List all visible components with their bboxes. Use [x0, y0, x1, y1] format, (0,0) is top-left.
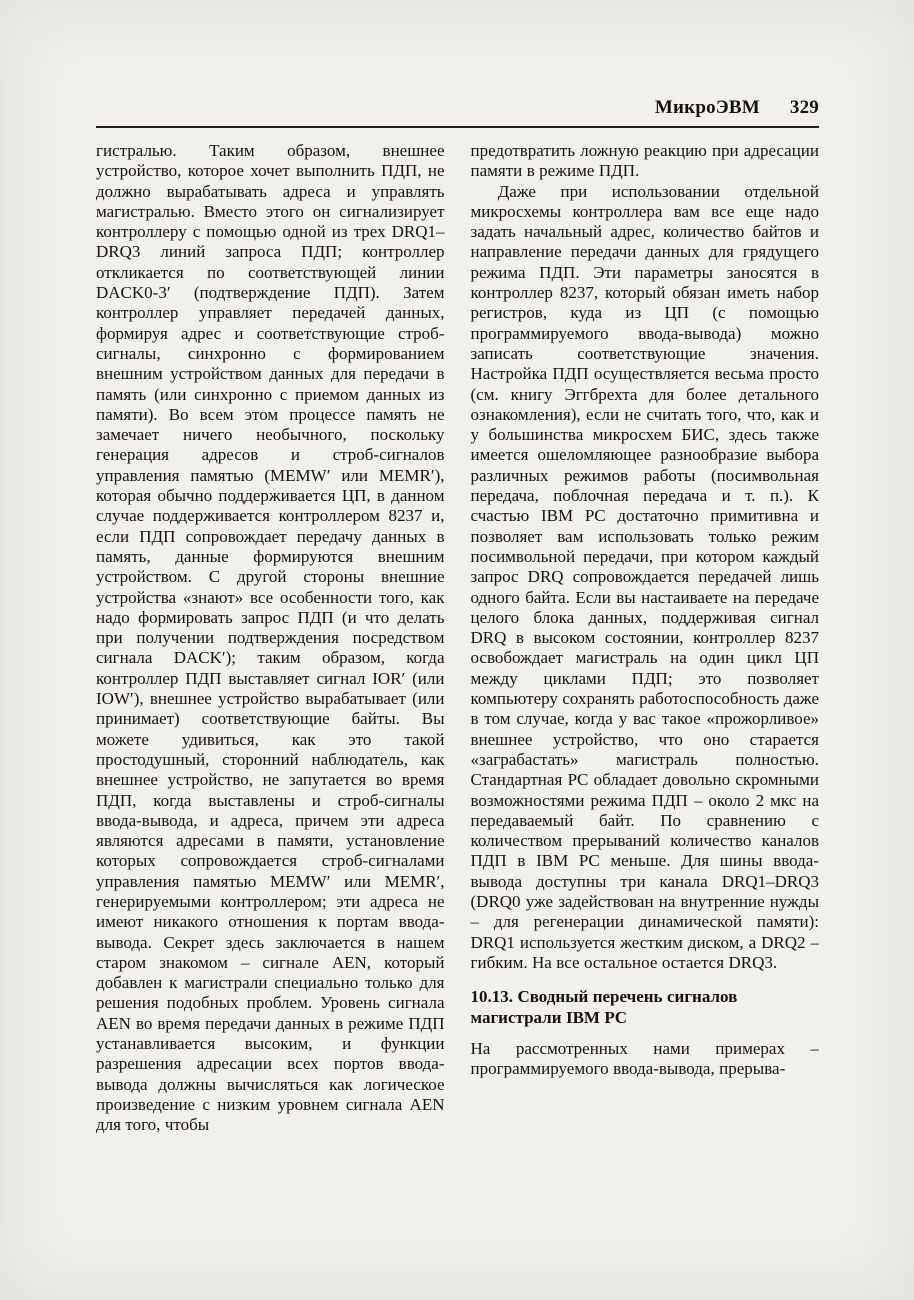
left-column	[96, 141, 445, 1210]
section-heading: 10.13. Сводный перечень сигналов магистрали IBM PC	[470, 987, 738, 1028]
body-paragraph-continuation: гистралью. Таким образом, внешнее устройство, которое хочет выполнить ПДП, не должно вырабатывать адреса и управлять магистралью. Вместо этого он сигнализирует контроллеру с помощью одной из трех DRQ1–DRQ3 линий запроса ПДП; контроллер откликается по соответствующей линии DACK0-3′ (подтверждение ПДП). Затем контроллер управляет передачей данных, формируя адрес и соответствующие строб-сигналы, синхронно с формированием внешним устройством данных для передачи в память (или синхронно с приемом данных из памяти). Во всем этом процессе память не замечает ничего необычного, поскольку генерация адресов и строб-сигналов управления памятью (MEMW′ или MEMR′), которая обычно поддерживается ЦП, в данном случае поддерживается контроллером 8237 и, если ПДП сопровождает передачу данных в память, данные формируются внешним устройством. С другой стороны внешние устройства «знают» все особенности того, как надо формировать запрос ПДП (и что делать при получении подтверждения посредством сигнала DACK′); таким образом, когда контроллер ПДП выставляет сигнал IOR′ (или IOW′), внешнее устройство вырабатывает (или принимает) соответствующие байты. Вы можете удивиться, как это такой простодушный, сторонний наблюдатель, как внешнее устройство, не запутается во время ПДП, когда выставлены и строб-сигналы ввода-вывода, и адреса, причем эти адреса являются адресами в памяти, установление которых сопровождается строб-сигналами управления памятью MEMW′ или MEMR′, генерируемыми контроллером; эти адреса не имеют никакого отношения к портам ввода-вывода. Секрет здесь заключается в нашем старом знакомом – сигнале AEN, который добавлен к магистрали специально только для решения подобных проблем. Уровень сигнала AEN во время передачи данных в режиме ПДП устанавливается высоким, и функции разрешения адресации всех портов ввода-вывода должны вычисляться как логическое произведение с низким уровнем сигнала AEN для того, чтобы	[96, 141, 445, 1135]
page-number: 329	[789, 97, 819, 118]
header-rule	[96, 126, 819, 128]
right-column	[471, 141, 820, 1210]
body-paragraph-continuation: предотвратить ложную реакцию при адресации памяти в режиме ПДП.	[470, 141, 819, 181]
body-paragraph: Даже при использовании отдельной микросхемы контроллера вам все еще надо задать начальный адрес, количество байтов и направление передачи данных для грядущего режима ПДП. Эти параметры заносятся в контроллер 8237, который обязан иметь набор регистров, куда из ЦП (с помощью программируемого ввода-вывода) можно записать соответствующие значения. Настройка ПДП осуществляется весьма просто (см. книгу Эггбрехта для более детального ознакомления), если не считать того, что, как и у большинства микросхем БИС, здесь также имеется ошеломляющее разнообразие выбора различных режимов работы (посимвольная передача, поблочная передача и т. п.). К счастью IBM PC достаточно примитивна и позволяет вам использовать только режим посимвольной передачи, при котором каждый запрос DRQ сопровождается передачей лишь одного байта. Если вы настаиваете на передаче целого блока данных, поддерживая сигнал DRQ в высоком состоянии, контроллер 8237 освобождает магистраль на один цикл ЦП между циклами ПДП; это позволяет компьютеру сохранять работоспособность даже в том случае, когда у вас такое «прожорливое» внешнее устройство, что оно старается «заграбастать» магистраль полностью. Стандартная PC обладает довольно скромными возможностями режима ПДП – около 2 мкс на передаваемый байт. По сравнению с количеством прерываний количество каналов ПДП в IBM PC меньше. Для шины ввода-вывода доступны три канала DRQ1–DRQ3 (DRQ0 уже задействован на внутренние нужды – для регенерации динамической памяти): DRQ1 используется жестким диском, а DRQ2 – гибким. На все остальное остается DRQ3.	[470, 181, 819, 972]
text-columns	[96, 141, 819, 1210]
page-header	[96, 97, 819, 119]
running-head-title: МикроЭВМ	[654, 97, 760, 118]
body-paragraph: На рассмотренных нами примерах – программируемого ввода-вывода, прерыва-	[470, 1039, 819, 1079]
